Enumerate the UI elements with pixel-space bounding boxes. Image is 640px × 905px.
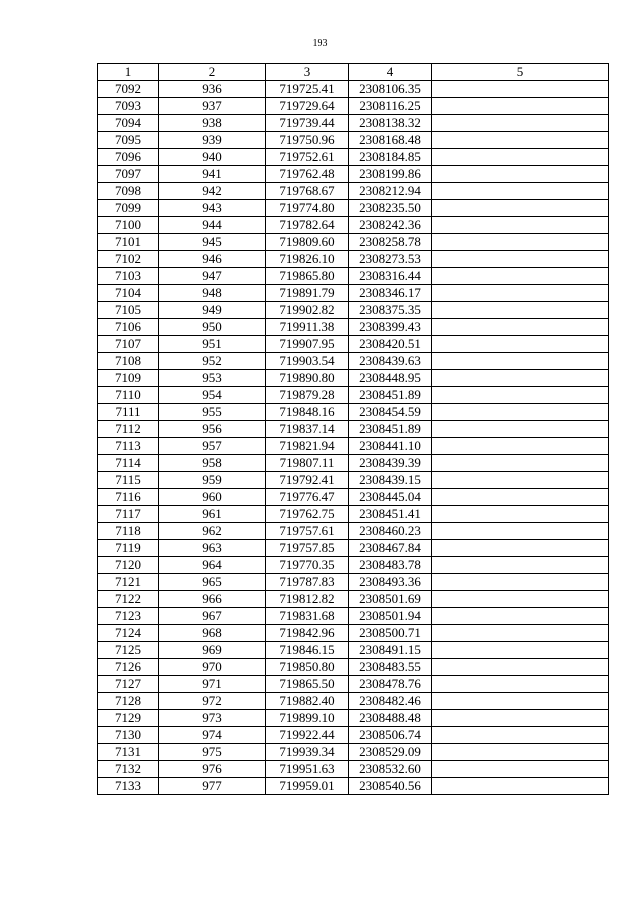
notes-cell (432, 370, 609, 387)
notes-cell (432, 149, 609, 166)
notes-cell (432, 455, 609, 472)
notes-cell (432, 540, 609, 557)
y-coordinate-cell: 2308529.09 (349, 744, 432, 761)
x-coordinate-cell: 719903.54 (266, 353, 349, 370)
page-number: 193 (312, 38, 328, 49)
y-coordinate-cell: 2308242.36 (349, 217, 432, 234)
table-row (98, 302, 609, 319)
notes-cell (432, 251, 609, 268)
table-row (98, 727, 609, 744)
notes-cell (432, 285, 609, 302)
y-coordinate-cell: 2308501.69 (349, 591, 432, 608)
notes-cell (432, 557, 609, 574)
y-coordinate-cell: 2308451.41 (349, 506, 432, 523)
row-number-cell: 7114 (98, 455, 159, 472)
row-number-cell: 7129 (98, 710, 159, 727)
notes-cell (432, 200, 609, 217)
table-header (98, 64, 609, 81)
point-number-cell: 971 (159, 676, 266, 693)
x-coordinate-cell: 719762.75 (266, 506, 349, 523)
notes-cell (432, 727, 609, 744)
table-row (98, 710, 609, 727)
x-coordinate-cell: 719865.50 (266, 676, 349, 693)
x-coordinate-cell: 719729.64 (266, 98, 349, 115)
row-number-cell: 7095 (98, 132, 159, 149)
x-coordinate-cell: 719774.80 (266, 200, 349, 217)
point-number-cell: 976 (159, 761, 266, 778)
notes-cell (432, 659, 609, 676)
x-coordinate-cell: 719782.64 (266, 217, 349, 234)
point-number-cell: 944 (159, 217, 266, 234)
y-coordinate-cell: 2308454.59 (349, 404, 432, 421)
x-coordinate-cell: 719725.41 (266, 81, 349, 98)
table-row (98, 370, 609, 387)
row-number-cell: 7127 (98, 676, 159, 693)
y-coordinate-cell: 2308482.46 (349, 693, 432, 710)
y-coordinate-cell: 2308441.10 (349, 438, 432, 455)
y-coordinate-cell: 2308439.39 (349, 455, 432, 472)
point-number-cell: 961 (159, 506, 266, 523)
row-number-cell: 7096 (98, 149, 159, 166)
y-coordinate-cell: 2308116.25 (349, 98, 432, 115)
table-row (98, 234, 609, 251)
point-number-cell: 959 (159, 472, 266, 489)
row-number-cell: 7115 (98, 472, 159, 489)
y-coordinate-cell: 2308235.50 (349, 200, 432, 217)
coordinates-table (97, 63, 609, 795)
notes-cell (432, 693, 609, 710)
row-number-cell: 7094 (98, 115, 159, 132)
y-coordinate-cell: 2308483.55 (349, 659, 432, 676)
notes-cell (432, 489, 609, 506)
notes-cell (432, 234, 609, 251)
notes-cell (432, 98, 609, 115)
table-row (98, 455, 609, 472)
row-number-cell: 7108 (98, 353, 159, 370)
point-number-cell: 962 (159, 523, 266, 540)
table-row (98, 81, 609, 98)
row-number-cell: 7122 (98, 591, 159, 608)
table-row (98, 149, 609, 166)
table-row (98, 166, 609, 183)
x-coordinate-cell: 719865.80 (266, 268, 349, 285)
table-row (98, 353, 609, 370)
notes-cell (432, 778, 609, 795)
y-coordinate-cell: 2308451.89 (349, 421, 432, 438)
y-coordinate-cell: 2308483.78 (349, 557, 432, 574)
table-row (98, 778, 609, 795)
point-number-cell: 955 (159, 404, 266, 421)
x-coordinate-cell: 719826.10 (266, 251, 349, 268)
table-row (98, 98, 609, 115)
row-number-cell: 7098 (98, 183, 159, 200)
row-number-cell: 7093 (98, 98, 159, 115)
y-coordinate-cell: 2308532.60 (349, 761, 432, 778)
notes-cell (432, 744, 609, 761)
x-coordinate-cell: 719750.96 (266, 132, 349, 149)
notes-cell (432, 404, 609, 421)
y-coordinate-cell: 2308316.44 (349, 268, 432, 285)
notes-cell (432, 591, 609, 608)
point-number-cell: 948 (159, 285, 266, 302)
x-coordinate-cell: 719911.38 (266, 319, 349, 336)
point-number-cell: 963 (159, 540, 266, 557)
point-number-cell: 952 (159, 353, 266, 370)
x-coordinate-cell: 719770.35 (266, 557, 349, 574)
point-number-cell: 939 (159, 132, 266, 149)
table-row (98, 319, 609, 336)
row-number-cell: 7104 (98, 285, 159, 302)
y-coordinate-cell: 2308273.53 (349, 251, 432, 268)
point-number-cell: 945 (159, 234, 266, 251)
point-number-cell: 956 (159, 421, 266, 438)
y-coordinate-cell: 2308399.43 (349, 319, 432, 336)
row-number-cell: 7110 (98, 387, 159, 404)
notes-cell (432, 183, 609, 200)
x-coordinate-cell: 719959.01 (266, 778, 349, 795)
y-coordinate-cell: 2308448.95 (349, 370, 432, 387)
x-coordinate-cell: 719752.61 (266, 149, 349, 166)
x-coordinate-cell: 719922.44 (266, 727, 349, 744)
y-coordinate-cell: 2308199.86 (349, 166, 432, 183)
row-number-cell: 7106 (98, 319, 159, 336)
row-number-cell: 7121 (98, 574, 159, 591)
table-row (98, 574, 609, 591)
row-number-cell: 7130 (98, 727, 159, 744)
notes-cell (432, 387, 609, 404)
notes-cell (432, 217, 609, 234)
notes-cell (432, 642, 609, 659)
x-coordinate-cell: 719757.61 (266, 523, 349, 540)
table-row (98, 608, 609, 625)
point-number-cell: 936 (159, 81, 266, 98)
notes-cell (432, 132, 609, 149)
row-number-cell: 7120 (98, 557, 159, 574)
x-coordinate-cell: 719891.79 (266, 285, 349, 302)
point-number-cell: 950 (159, 319, 266, 336)
row-number-cell: 7109 (98, 370, 159, 387)
y-coordinate-cell: 2308501.94 (349, 608, 432, 625)
point-number-cell: 942 (159, 183, 266, 200)
x-coordinate-cell: 719939.34 (266, 744, 349, 761)
row-number-cell: 7133 (98, 778, 159, 795)
table-row (98, 659, 609, 676)
notes-cell (432, 336, 609, 353)
y-coordinate-cell: 2308420.51 (349, 336, 432, 353)
y-coordinate-cell: 2308138.32 (349, 115, 432, 132)
column-header-2: 2 (159, 64, 266, 81)
row-number-cell: 7092 (98, 81, 159, 98)
point-number-cell: 947 (159, 268, 266, 285)
point-number-cell: 964 (159, 557, 266, 574)
table-row (98, 438, 609, 455)
x-coordinate-cell: 719879.28 (266, 387, 349, 404)
point-number-cell: 974 (159, 727, 266, 744)
y-coordinate-cell: 2308491.15 (349, 642, 432, 659)
row-number-cell: 7126 (98, 659, 159, 676)
notes-cell (432, 608, 609, 625)
notes-cell (432, 166, 609, 183)
row-number-cell: 7113 (98, 438, 159, 455)
table-row (98, 557, 609, 574)
point-number-cell: 937 (159, 98, 266, 115)
table-row (98, 676, 609, 693)
point-number-cell: 977 (159, 778, 266, 795)
y-coordinate-cell: 2308467.84 (349, 540, 432, 557)
table-row (98, 404, 609, 421)
table-row (98, 625, 609, 642)
table-row (98, 506, 609, 523)
row-number-cell: 7131 (98, 744, 159, 761)
table-body (98, 81, 609, 795)
table-row (98, 217, 609, 234)
x-coordinate-cell: 719846.15 (266, 642, 349, 659)
row-number-cell: 7111 (98, 404, 159, 421)
point-number-cell: 949 (159, 302, 266, 319)
y-coordinate-cell: 2308540.56 (349, 778, 432, 795)
table-row (98, 744, 609, 761)
notes-cell (432, 676, 609, 693)
point-number-cell: 943 (159, 200, 266, 217)
point-number-cell: 975 (159, 744, 266, 761)
point-number-cell: 972 (159, 693, 266, 710)
notes-cell (432, 115, 609, 132)
point-number-cell: 960 (159, 489, 266, 506)
row-number-cell: 7103 (98, 268, 159, 285)
x-coordinate-cell: 719739.44 (266, 115, 349, 132)
x-coordinate-cell: 719907.95 (266, 336, 349, 353)
row-number-cell: 7107 (98, 336, 159, 353)
y-coordinate-cell: 2308493.36 (349, 574, 432, 591)
notes-cell (432, 353, 609, 370)
table-row (98, 387, 609, 404)
row-number-cell: 7117 (98, 506, 159, 523)
notes-cell (432, 421, 609, 438)
y-coordinate-cell: 2308346.17 (349, 285, 432, 302)
notes-cell (432, 472, 609, 489)
table-row (98, 642, 609, 659)
x-coordinate-cell: 719812.82 (266, 591, 349, 608)
notes-cell (432, 319, 609, 336)
x-coordinate-cell: 719768.67 (266, 183, 349, 200)
y-coordinate-cell: 2308258.78 (349, 234, 432, 251)
y-coordinate-cell: 2308439.63 (349, 353, 432, 370)
row-number-cell: 7116 (98, 489, 159, 506)
row-number-cell: 7097 (98, 166, 159, 183)
table-row (98, 591, 609, 608)
table-row (98, 489, 609, 506)
table-row (98, 472, 609, 489)
point-number-cell: 940 (159, 149, 266, 166)
x-coordinate-cell: 719757.85 (266, 540, 349, 557)
table-row (98, 421, 609, 438)
point-number-cell: 951 (159, 336, 266, 353)
y-coordinate-cell: 2308460.23 (349, 523, 432, 540)
row-number-cell: 7100 (98, 217, 159, 234)
x-coordinate-cell: 719890.80 (266, 370, 349, 387)
point-number-cell: 958 (159, 455, 266, 472)
y-coordinate-cell: 2308439.15 (349, 472, 432, 489)
notes-cell (432, 574, 609, 591)
row-number-cell: 7119 (98, 540, 159, 557)
table-row (98, 523, 609, 540)
table-row (98, 285, 609, 302)
table-row (98, 251, 609, 268)
row-number-cell: 7128 (98, 693, 159, 710)
column-header-3: 3 (266, 64, 349, 81)
x-coordinate-cell: 719762.48 (266, 166, 349, 183)
row-number-cell: 7118 (98, 523, 159, 540)
y-coordinate-cell: 2308106.35 (349, 81, 432, 98)
x-coordinate-cell: 719831.68 (266, 608, 349, 625)
point-number-cell: 968 (159, 625, 266, 642)
table-row (98, 132, 609, 149)
notes-cell (432, 302, 609, 319)
notes-cell (432, 268, 609, 285)
x-coordinate-cell: 719837.14 (266, 421, 349, 438)
x-coordinate-cell: 719899.10 (266, 710, 349, 727)
y-coordinate-cell: 2308212.94 (349, 183, 432, 200)
notes-cell (432, 523, 609, 540)
x-coordinate-cell: 719807.11 (266, 455, 349, 472)
notes-cell (432, 761, 609, 778)
y-coordinate-cell: 2308506.74 (349, 727, 432, 744)
row-number-cell: 7101 (98, 234, 159, 251)
x-coordinate-cell: 719792.41 (266, 472, 349, 489)
x-coordinate-cell: 719848.16 (266, 404, 349, 421)
table-row (98, 200, 609, 217)
notes-cell (432, 710, 609, 727)
y-coordinate-cell: 2308500.71 (349, 625, 432, 642)
row-number-cell: 7105 (98, 302, 159, 319)
row-number-cell: 7124 (98, 625, 159, 642)
y-coordinate-cell: 2308488.48 (349, 710, 432, 727)
row-number-cell: 7102 (98, 251, 159, 268)
point-number-cell: 966 (159, 591, 266, 608)
x-coordinate-cell: 719850.80 (266, 659, 349, 676)
y-coordinate-cell: 2308445.04 (349, 489, 432, 506)
point-number-cell: 938 (159, 115, 266, 132)
table-row (98, 761, 609, 778)
y-coordinate-cell: 2308451.89 (349, 387, 432, 404)
notes-cell (432, 438, 609, 455)
column-header-1: 1 (98, 64, 159, 81)
x-coordinate-cell: 719787.83 (266, 574, 349, 591)
point-number-cell: 957 (159, 438, 266, 455)
y-coordinate-cell: 2308375.35 (349, 302, 432, 319)
notes-cell (432, 81, 609, 98)
row-number-cell: 7125 (98, 642, 159, 659)
row-number-cell: 7099 (98, 200, 159, 217)
notes-cell (432, 506, 609, 523)
x-coordinate-cell: 719902.82 (266, 302, 349, 319)
point-number-cell: 973 (159, 710, 266, 727)
table-row (98, 336, 609, 353)
y-coordinate-cell: 2308168.48 (349, 132, 432, 149)
x-coordinate-cell: 719842.96 (266, 625, 349, 642)
y-coordinate-cell: 2308184.85 (349, 149, 432, 166)
column-header-5: 5 (432, 64, 609, 81)
table-row (98, 183, 609, 200)
x-coordinate-cell: 719882.40 (266, 693, 349, 710)
x-coordinate-cell: 719809.60 (266, 234, 349, 251)
point-number-cell: 967 (159, 608, 266, 625)
notes-cell (432, 625, 609, 642)
row-number-cell: 7112 (98, 421, 159, 438)
column-header-4: 4 (349, 64, 432, 81)
header-row (98, 64, 609, 81)
point-number-cell: 954 (159, 387, 266, 404)
x-coordinate-cell: 719776.47 (266, 489, 349, 506)
x-coordinate-cell: 719951.63 (266, 761, 349, 778)
row-number-cell: 7123 (98, 608, 159, 625)
point-number-cell: 946 (159, 251, 266, 268)
y-coordinate-cell: 2308478.76 (349, 676, 432, 693)
table-row (98, 693, 609, 710)
point-number-cell: 970 (159, 659, 266, 676)
table-row (98, 540, 609, 557)
point-number-cell: 965 (159, 574, 266, 591)
row-number-cell: 7132 (98, 761, 159, 778)
point-number-cell: 953 (159, 370, 266, 387)
table-row (98, 268, 609, 285)
x-coordinate-cell: 719821.94 (266, 438, 349, 455)
table-row (98, 115, 609, 132)
point-number-cell: 969 (159, 642, 266, 659)
point-number-cell: 941 (159, 166, 266, 183)
